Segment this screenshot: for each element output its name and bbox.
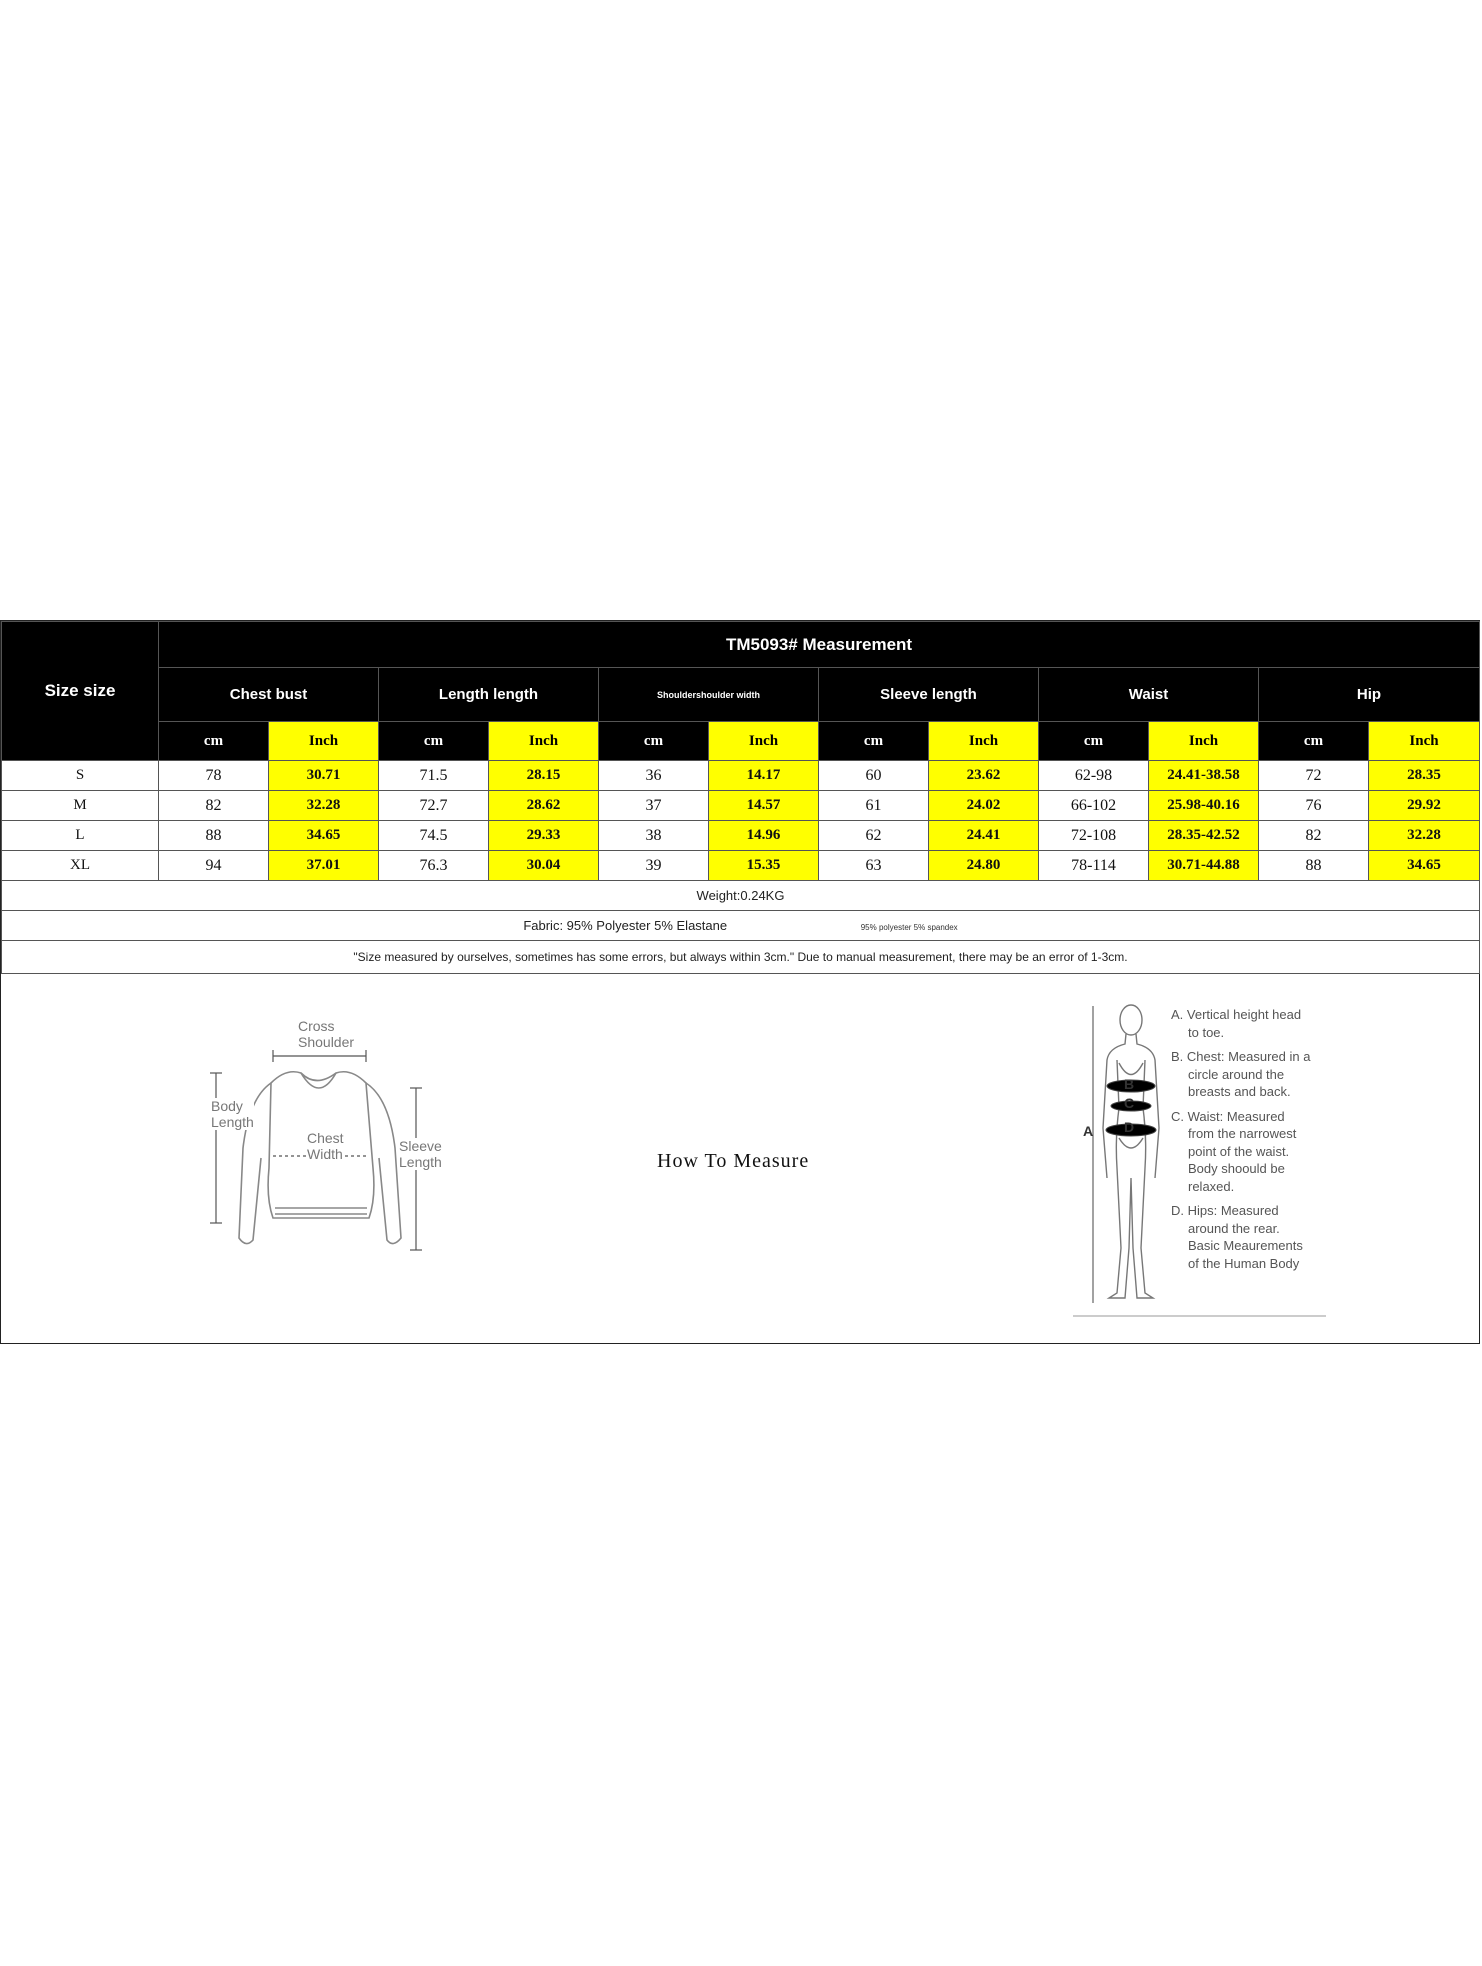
- group-header: Waist: [1039, 668, 1259, 722]
- inch-value-cell: 30.04: [489, 851, 599, 881]
- inch-value-cell: 30.71: [269, 761, 379, 791]
- inch-value-cell: 15.35: [709, 851, 819, 881]
- unit-inch: Inch: [269, 722, 379, 761]
- unit-cm: cm: [159, 722, 269, 761]
- body-note-line: Basic Meaurements: [1188, 1238, 1303, 1253]
- sleeve-length-label: Sleeve Length: [399, 1138, 442, 1170]
- size-cell: M: [2, 791, 159, 821]
- body-note: [1171, 1006, 1451, 1041]
- cm-value-cell: 62-98: [1039, 761, 1149, 791]
- inch-value-cell: 32.28: [269, 791, 379, 821]
- cm-value-cell: 36: [599, 761, 709, 791]
- group-header: Length length: [379, 668, 599, 722]
- size-cell: L: [2, 821, 159, 851]
- unit-cm: cm: [599, 722, 709, 761]
- inch-value-cell: 29.92: [1369, 791, 1480, 821]
- unit-cm: cm: [1259, 722, 1369, 761]
- inch-value-cell: 32.28: [1369, 821, 1480, 851]
- group-header: Shouldershoulder width: [599, 668, 819, 722]
- table-row: [2, 821, 1480, 851]
- cm-value-cell: 72-108: [1039, 821, 1149, 851]
- cm-value-cell: 66-102: [1039, 791, 1149, 821]
- cm-value-cell: 60: [819, 761, 929, 791]
- cross-shoulder-label: Cross Shoulder: [298, 1018, 355, 1050]
- body-note-line: Body shoould be: [1188, 1161, 1285, 1176]
- body-note-line: circle around the: [1188, 1066, 1285, 1082]
- inch-value-cell: 14.57: [709, 791, 819, 821]
- cm-value-cell: 37: [599, 791, 709, 821]
- cm-value-cell: 38: [599, 821, 709, 851]
- size-cell: XL: [2, 851, 159, 881]
- fabric-text: Fabric: 95% Polyester 5% Elastane: [523, 918, 728, 933]
- inch-value-cell: 28.35-42.52: [1149, 821, 1259, 851]
- body-notes: [1171, 1006, 1451, 1279]
- unit-inch: Inch: [489, 722, 599, 761]
- inch-value-cell: 25.98-40.16: [1149, 791, 1259, 821]
- size-cell: S: [2, 761, 159, 791]
- cm-value-cell: 61: [819, 791, 929, 821]
- cm-value-cell: 88: [1259, 851, 1369, 881]
- inch-value-cell: 23.62: [929, 761, 1039, 791]
- measurement-note: "Size measured by ourselves, sometimes has some errors, but always within 3cm." Due to manual measurement, there may be an error of 1-3cm.: [2, 941, 1480, 974]
- inch-value-cell: 24.41: [929, 821, 1039, 851]
- table-row: [2, 851, 1480, 881]
- inch-value-cell: 24.80: [929, 851, 1039, 881]
- cm-value-cell: 76: [1259, 791, 1369, 821]
- fabric-extra-text: 95% polyester 5% spandex: [860, 923, 958, 932]
- table-row: [2, 761, 1480, 791]
- size-chart: [0, 620, 1480, 1344]
- cm-value-cell: 78: [159, 761, 269, 791]
- inch-value-cell: 24.02: [929, 791, 1039, 821]
- table-row: [2, 791, 1480, 821]
- group-header: Sleeve length: [819, 668, 1039, 722]
- cm-value-cell: 63: [819, 851, 929, 881]
- body-note-line: to toe.: [1188, 1024, 1225, 1040]
- cm-value-cell: 71.5: [379, 761, 489, 791]
- inch-value-cell: 28.15: [489, 761, 599, 791]
- inch-value-cell: 14.17: [709, 761, 819, 791]
- body-note-line: of the Human Body: [1188, 1255, 1300, 1271]
- unit-inch: Inch: [929, 722, 1039, 761]
- cm-value-cell: 62: [819, 821, 929, 851]
- body-note-line: B. Chest: Measured in a: [1171, 1049, 1311, 1064]
- size-header: Size size: [2, 622, 159, 761]
- body-note-line: point of the waist.: [1188, 1143, 1290, 1159]
- body-diagram: [1071, 998, 1451, 1328]
- unit-cm: cm: [379, 722, 489, 761]
- size-table: [1, 621, 1480, 974]
- unit-inch: Inch: [1149, 722, 1259, 761]
- cm-value-cell: 39: [599, 851, 709, 881]
- cm-value-cell: 82: [159, 791, 269, 821]
- group-header: Chest bust: [159, 668, 379, 722]
- group-header: Hip: [1259, 668, 1480, 722]
- cm-value-cell: 78-114: [1039, 851, 1149, 881]
- cm-value-cell: 82: [1259, 821, 1369, 851]
- inch-value-cell: 30.71-44.88: [1149, 851, 1259, 881]
- letter-b: B: [1124, 1076, 1135, 1092]
- body-note-line: C. Waist: Measured: [1171, 1108, 1285, 1124]
- body-note-line: A. Vertical height head: [1171, 1007, 1302, 1022]
- inch-value-cell: 28.62: [489, 791, 599, 821]
- body-note-line: D. Hips: Measured: [1171, 1203, 1279, 1218]
- letter-d: D: [1124, 1119, 1135, 1135]
- how-to-measure-title: How To Measure: [657, 1150, 810, 1172]
- cm-value-cell: 72.7: [379, 791, 489, 821]
- cm-value-cell: 88: [159, 821, 269, 851]
- body-note: [1171, 1048, 1451, 1101]
- body-note-line: from the narrowest: [1188, 1126, 1297, 1141]
- chest-width-label: Chest Width: [307, 1130, 344, 1162]
- unit-cm: cm: [819, 722, 929, 761]
- cm-value-cell: 72: [1259, 761, 1369, 791]
- fabric-info: [2, 911, 1480, 941]
- body-length-label: Body Length: [211, 1098, 254, 1130]
- inch-value-cell: 37.01: [269, 851, 379, 881]
- how-to-measure-section: [1, 978, 1479, 1343]
- cm-value-cell: 76.3: [379, 851, 489, 881]
- unit-cm: cm: [1039, 722, 1149, 761]
- cm-value-cell: 74.5: [379, 821, 489, 851]
- unit-inch: Inch: [1369, 722, 1480, 761]
- body-note-line: relaxed.: [1188, 1178, 1235, 1194]
- inch-value-cell: 29.33: [489, 821, 599, 851]
- unit-inch: Inch: [709, 722, 819, 761]
- inch-value-cell: 28.35: [1369, 761, 1480, 791]
- inch-value-cell: 24.41-38.58: [1149, 761, 1259, 791]
- sweater-diagram: [201, 1018, 461, 1268]
- letter-c: C: [1124, 1095, 1135, 1111]
- body-note: [1171, 1202, 1451, 1272]
- inch-value-cell: 14.96: [709, 821, 819, 851]
- body-note: [1171, 1108, 1451, 1196]
- inch-value-cell: 34.65: [1369, 851, 1480, 881]
- cm-value-cell: 94: [159, 851, 269, 881]
- inch-value-cell: 34.65: [269, 821, 379, 851]
- body-note-line: breasts and back.: [1188, 1084, 1291, 1099]
- body-note-line: around the rear.: [1188, 1220, 1280, 1236]
- weight-info: Weight:0.24KG: [2, 881, 1480, 911]
- letter-a: A: [1083, 1123, 1094, 1139]
- table-title: TM5093# Measurement: [159, 622, 1480, 668]
